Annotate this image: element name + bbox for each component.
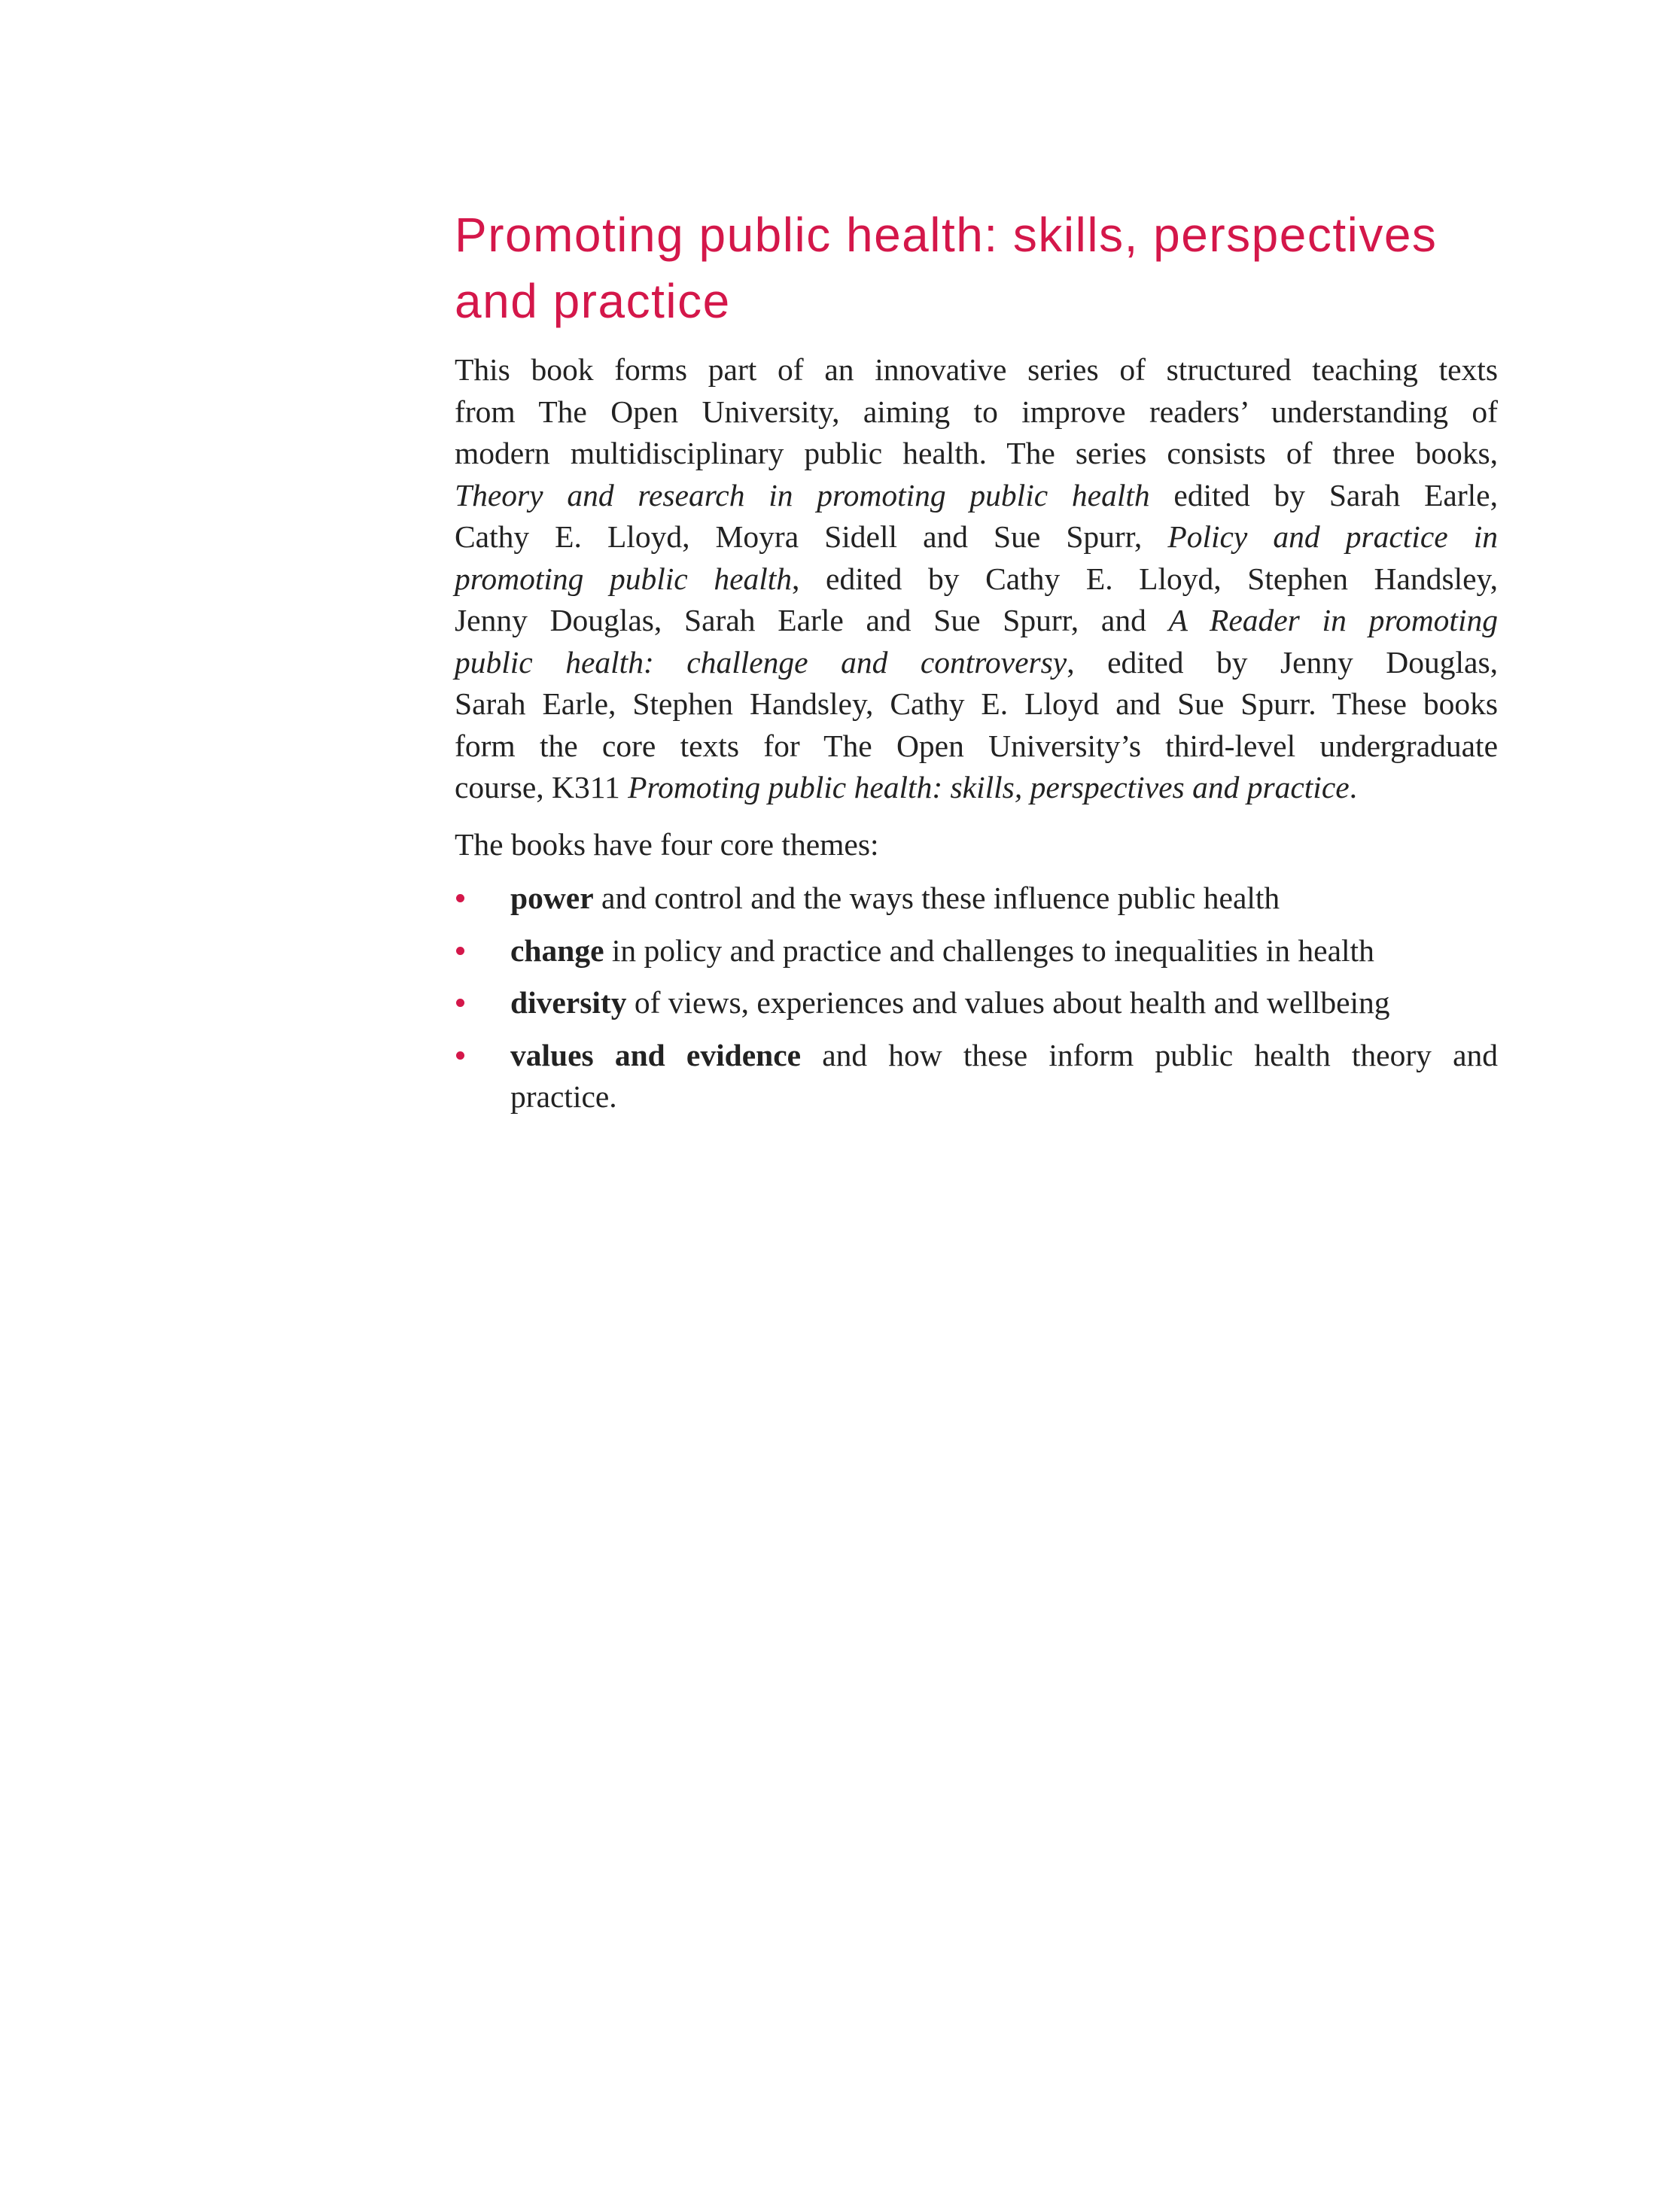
theme-keyword: power [510, 881, 594, 915]
intro-line: Sarah Earle, Stephen Handsley, Cathy E. Lloyd and Sue Spurr. These books [455, 686, 1498, 721]
theme-text: of views, experiences and values about health and wellbeing [626, 985, 1390, 1020]
theme-line [510, 1035, 1498, 1077]
bullet-icon [456, 1051, 464, 1060]
intro-line [455, 558, 1498, 601]
title-line-2: and practice [455, 274, 731, 328]
intro-text: . [1349, 770, 1358, 805]
intro-paragraph [455, 349, 1498, 809]
list-item [455, 878, 1498, 920]
bullet-icon [456, 999, 464, 1007]
theme-line [510, 878, 1498, 920]
intro-line: This book forms part of an innovative series of structured teaching texts [455, 352, 1498, 387]
theme-keyword: change [510, 932, 604, 968]
book-title-italic: promoting public health [455, 561, 793, 596]
bullet-icon [456, 947, 464, 955]
page-content [455, 202, 1498, 1129]
list-item [455, 1035, 1498, 1118]
theme-line [510, 930, 1498, 972]
intro-line [455, 642, 1498, 684]
intro-line [455, 516, 1498, 558]
list-item [455, 982, 1498, 1024]
page-title [455, 202, 1498, 334]
theme-line: practice. [510, 1079, 617, 1114]
body-text [455, 349, 1498, 1118]
intro-line [455, 600, 1498, 642]
course-title-italic: Promoting public health: skills, perspectives and practice [628, 770, 1350, 805]
theme-keyword: diversity [510, 985, 627, 1020]
book-title-italic: A Reader in promoting [1168, 603, 1498, 637]
intro-line: from The Open University, aiming to improve readers’ understanding of [455, 394, 1498, 429]
book-title-italic: Theory and research in promoting public health [455, 477, 1150, 513]
intro-line: form the core texts for The Open University’s third-level undergraduate [455, 728, 1498, 763]
intro-line: modern multidisciplinary public health. The series consists of three books, [455, 436, 1498, 470]
intro-text: , edited by Jenny Douglas, [1067, 644, 1498, 680]
theme-text: in policy and practice and challenges to inequalities in health [604, 932, 1374, 968]
intro-text: , edited by Cathy E. Lloyd, Stephen Handsley, [792, 561, 1498, 596]
themes-lead: The books have four core themes: [455, 826, 879, 862]
intro-line [455, 475, 1498, 517]
intro-text: Jenny Douglas, Sarah Earle and Sue Spurr, and [455, 603, 1169, 637]
list-item [455, 930, 1498, 972]
theme-line [510, 982, 1498, 1024]
theme-text: and control and the ways these influence public health [593, 881, 1280, 915]
book-title-italic: Policy and practice in [1167, 519, 1498, 554]
intro-text: Cathy E. Lloyd, Moyra Sidell and Sue Spurr, [455, 519, 1168, 554]
theme-text: and how these inform public health theory and [801, 1037, 1498, 1072]
book-title-italic: public health: challenge and controversy [455, 644, 1067, 680]
bullet-icon [456, 894, 464, 902]
theme-keyword: values and evidence [510, 1037, 802, 1072]
intro-line [455, 767, 1498, 809]
title-line-1: Promoting public health: skills, perspectives [455, 208, 1438, 262]
intro-text: edited by Sarah Earle, [1149, 477, 1498, 513]
themes-list [455, 878, 1498, 1118]
intro-text: course, K311 [455, 770, 628, 805]
